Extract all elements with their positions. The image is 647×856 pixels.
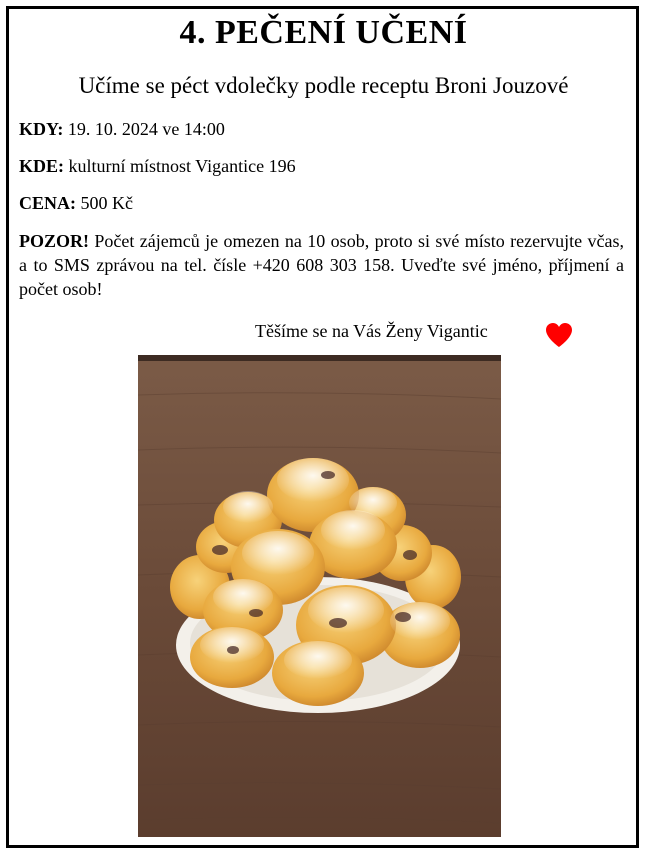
price-line <box>19 193 133 214</box>
poster-title: 4. PEČENÍ UČENÍ <box>179 14 468 51</box>
where-value: kulturní místnost Vigantice 196 <box>68 156 296 176</box>
where-line <box>19 156 296 177</box>
signoff-text: Těšíme se na Vás Ženy Vigantic <box>255 321 488 341</box>
when-line <box>19 119 225 140</box>
notice-label: POZOR! <box>19 231 89 251</box>
price-value: 500 Kč <box>80 193 133 213</box>
pastry-photo <box>138 355 501 837</box>
notice-text: Počet zájemců je omezen na 10 osob, proto si své místo rezervujte včas, a to SMS zprávou na tel. čísle +420 608 303 158. Uveďte své jméno, příjmení a počet osob! <box>19 231 625 299</box>
notice-paragraph <box>19 229 624 301</box>
poster-subtitle: Učíme se péct vdolečky podle receptu Broni Jouzové <box>78 73 569 98</box>
heart-icon <box>545 322 573 348</box>
price-label: CENA: <box>19 193 76 213</box>
when-value: 19. 10. 2024 ve 14:00 <box>67 119 225 139</box>
where-label: KDE: <box>19 156 64 176</box>
when-label: KDY: <box>19 119 64 139</box>
